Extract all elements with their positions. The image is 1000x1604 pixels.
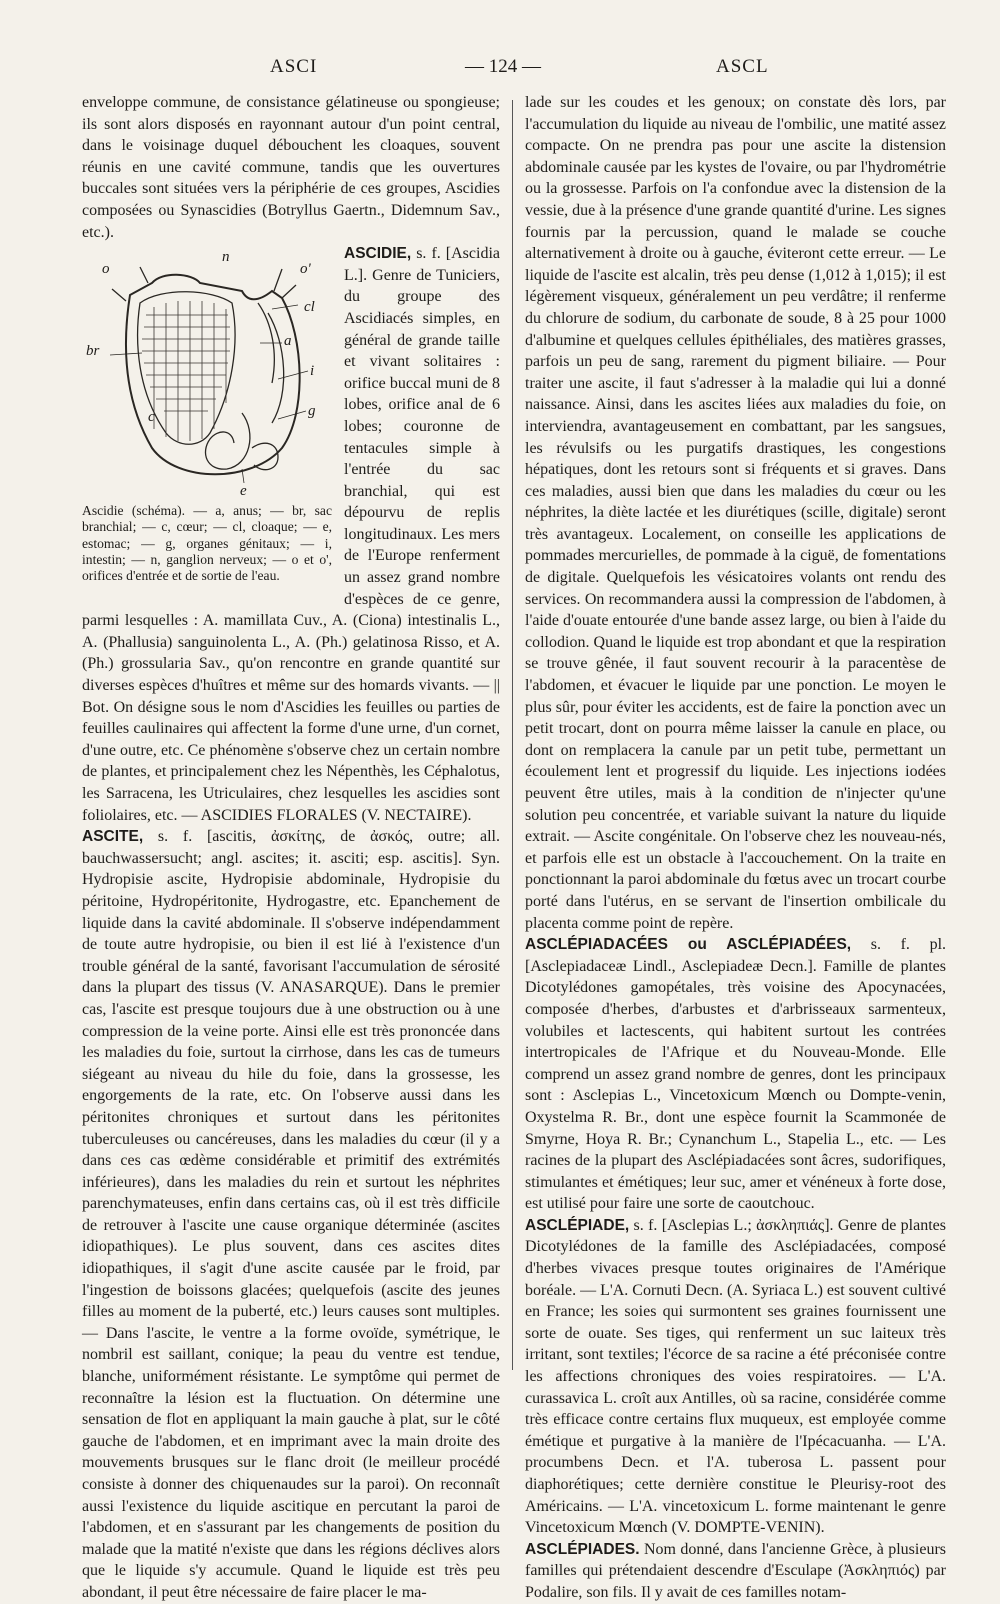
left-column [82,92,500,1604]
definition-asclepiadacees: s. f. pl. [Asclepiadaceæ Lindl., Asclepiadeæ Decn.]. Famille de plantes Dicotylédones gamopétales, très voisine des Apocynacées, composée d'herbes, d'arbustes et d'arbrisseaux sarmenteux, volubiles et lactescents, qui habitent surtout les contrées intertropicales de l'Afrique et du Nouveau-Monde. Elle comprend un assez grand nombre de genres, dont les principaux sont : Asclepias L., Vincetoxicum Mœnch ou Dompte-venin, Oxystelma R. Br., dont une espèce fournit la Scammonée de Smyrne, Hoya R. Br.; Cynanchum L., Stapelia L., etc. — Les racines de la plupart des Asclépiadacées sont âcres, sudorifiques, stimulantes et émétiques; leur suc, amer et vénéneux à forte dose, est utilisé pour faire une sorte de caoutchouc. [525,936,947,1213]
ascidian-schematic-drawing-icon [82,243,338,503]
label-i: i [310,363,315,380]
entry-ascidie [82,243,500,826]
label-a: a [284,333,292,350]
headword-asclepiade: ASCLÉPIADE, [525,1216,630,1234]
entry-asclepiades [525,1539,946,1604]
page-number: — 124 — [465,56,541,77]
right-column [525,92,946,1604]
label-o: o [102,261,110,278]
column-divider [512,100,513,1370]
headword-asclepiadacees: ASCLÉPIADACÉES ou ASCLÉPIADÉES, [525,936,852,954]
label-n: n [222,249,230,266]
label-g: g [308,403,316,420]
definition-asclepiade: s. f. [Asclepias L.; ἀσκληπιάς]. Genre de plantes Dicotylédones de la famille des Asclépiadacées, composé d'herbes vivaces presque toutes originaires de l'Amérique boréale. — L'A. Cornuti Decn. (A. Syriaca L.) est souvent cultivé en France; les soies qui surmontent ses graines fournissent une sorte de ouate. Ses tiges, qui renferment un suc laiteux très irritant, sont textiles; l'écorce de sa racine a été préconisée contre les affections chroniques des voies respiratoires. — L'A. curassavica L. croît aux Antilles, où sa racine, considérée comme très efficace contre certains flux muqueux, est employée comme émétique et purgative à la manière de l'Ipécacuanha. — L'A. procumbens Decn. et l'A. tuberosa L. passent pour diaphorétiques; cette dernière constitue le Pleurisy-root des Américains. — L'A. vincetoxicum L. forme maintenant le genre Vincetoxicum Mœnch (V. DOMPTE-VENIN). [525,1216,946,1537]
ascidian-figure [82,243,338,591]
paragraph-ascite-continued: lade sur les coudes et les genoux; on constate dès lors, par l'accumulation du liquide au niveau de l'ombilic, une matité assez compacte. On ne prendra pas pour une ascite la distension abdominale causée par les kystes de l'ovaire, ou par l'hydrométrie ou la grossesse. Parfois on l'a confondue avec la distension de la vessie, due à la présence d'une grande quantité d'urine. Les signes fournis par la percussion, quand le malade se couche alternativement à droite ou à gauche, éviteront cette erreur. — Le liquide de l'ascite est alcalin, très peu dense (1,012 à 1,015); il est légèrement visqueux, généralement un peu verdâtre; il renferme du chlorure de sodium, du carbonate de soude, 8 à 25 pour 1000 d'albumine et quelques cellules épithéliales, des matières grasses, parfois un peu de sang, rarement du pigment biliaire. — Pour traiter une ascite, il faut s'adresser à la maladie qui lui a donné naissance. Ainsi, dans les ascites liées aux maladies du foie, on interviendra, avantageusement en combattant, par les sangsues, les révulsifs ou les purgatifs drastiques, les congestions hépatiques, dont les retours sont si fréquents et si graves. Dans ces maladies, aussi bien que dans les maladies du cœur ou les néphrites, la diète lactée et les diurétiques (scille, digitale) seront très avantageux. Localement, on conseille les applications de pommades mercurielles, de pommade à la ciguë, de fomentations de digitale. Quelquefois les vésicatoires volants ont rendu des services. On recommandera aussi la compression de l'abdomen, à l'aide d'ouate entourée d'une bande assez large, ou bien à l'aide du collodion. Quand le liquide est trop abondant et que la respiration se trouve gênée, il faut souvent recourir à la paracentèse de l'abdomen, et évacuer le liquide par une ponction. Le moyen le plus sûr, pour éviter les accidents, est de faire la ponction avec un petit trocart, dont on pourra même laisser la canule en place, ou dont on remplacera la canule par un petit tube, permettant un écoulement lent et progressif du liquide. Les injections iodées peuvent être utiles, mais à la condition de n'injecter qu'une solution peu concentrée, et variable suivant la nature du liquide extrait. — Ascite congénitale. On l'observe chez les nouveau-nés, et parfois elle est un obstacle à l'accouchement. On la traite en ponctionnant la paroi abdominale du fœtus avec un trocart courbe porté dans l'utérus, en se servant de l'insertion ombilicale du placenta comme point de repère. [525,94,946,932]
label-br: br [86,343,100,360]
header-right-guideword: ASCL [716,56,769,77]
headword-ascidie: ASCIDIE, [344,245,412,263]
figure-caption: Ascidie (schéma). — a, anus; — br, sac branchial; — c, cœur; — cl, cloaque; — e, estomac; — g, organes génitaux; — i, intestin; — n, ganglion nerveux; — o et o', orifices d'entrée et de sortie de l'eau. [82,503,332,584]
entry-asclepiade [525,1215,946,1539]
entry-ascite [82,826,500,1603]
paragraph-continuation: enveloppe commune, de consistance gélatineuse ou spongieuse; ils sont alors disposés en rayonnant autour d'un point central, dans le voisinage duquel débouchent les cloaques, souvent réunis en une cavité commune, tandis que les ouvertures buccales sont situées vers la périphérie de ces groupes, Ascidies composées ou Synascidies (Botryllus Gaertn., Didemnum Sav., etc.). [82,94,500,241]
definition-ascite: s. f. [ascitis, ἀσκίτης, de ἀσκός, outre; all. bauchwassersucht; angl. ascites; it. asciti; esp. ascitis]. Syn. Hydropisie ascite, Hydropisie abdominale, Hydropisie du péritoine, Hydropéritonite, Hydrogastre, etc. Epanchement de liquide dans la cavité abdominale. Il s'observe indépendamment de toute autre hydropisie, ou bien il est lié à l'existence d'un trouble général de la santé, favorisant l'accumulation de sérosité dans la plupart des tissus (V. ANASARQUE). Dans le premier cas, l'ascite est presque toujours due à une obstruction ou à une compression de la veine porte. Ainsi elle est très prononcée dans les maladies du foie, surtout la cirrhose, dans les cas de tumeurs siégeant au niveau du hile du foie, dans la grossesse, les engorgements de la rate, etc. On l'observe aussi dans les péritonites chroniques et surtout dans les péritonites tuberculeuses ou cancéreuses, dans les maladies du cœur (il y a dans ces cas œdème considérable et primitif des extrémités inférieures), dans les maladies du rein et surtout les néphrites parenchymateuses, enfin dans certains cas, où il est très difficile de retrouver à l'ascite une cause organique déterminée (ascites idiopathiques). Le plus souvent, dans ces ascites dites idiopathiques, il s'agit d'une ascite causée par le froid, par l'ingestion de boissons glacées; quelquefois (ascite des jeunes filles au moment de la puberté, etc.) leurs causes sont multiples. — Dans l'ascite, le ventre a la forme ovoïde, symétrique, le nombril est saillant, conique; la peau du ventre est tendue, blanche, uniformément résistante. Le symptôme qui permet de reconnaître la lésion est la fluctuation. On détermine une sensation de flot en appliquant la main gauche à plat, sur le côté gauche de l'abdomen, et en imprimant avec la main droite des mouvements brusques sur le flanc droit (le meilleur procédé consiste à donner des chiquenaudes sur la paroi). On reconnaît aussi l'existence du liquide ascitique en percutant la paroi de l'abdomen, et en s'assurant par les changements de position du malade que la matité n'existe que dans les régions déclives alors que le liquide s'y accumule. Quand le liquide est très peu abondant, il peut être nécessaire de faire placer le ma- [82,828,500,1601]
headword-asclepiades: ASCLÉPIADES. [525,1540,640,1558]
label-o-prime: o' [300,261,311,278]
headword-ascite: ASCITE, [82,828,144,846]
label-cl: cl [304,299,315,316]
definition-asclepiades: Nom donné, dans l'ancienne Grèce, à plusieurs familles qui prétendaient descendre d'Esculape (Ἀσκληπιός) par Podalire, son fils. Il y avait de ces familles notam- [525,1540,946,1601]
label-c: c [148,409,155,426]
running-header [0,52,1000,86]
label-e: e [240,483,247,500]
header-left-guideword: ASCI [270,56,318,77]
entry-asclepiadacees [525,934,946,1215]
definition-ascidie: s. f. [Ascidia L.]. Genre de Tuniciers, du groupe des Ascidiacés simples, en général de grande taille et vivant solitaires : orifice buccal muni de 8 lobes, orifice anal de 6 lobes; couronne de tentacules simple à l'entrée du sac branchial, qui est dépourvu de replis longitudinaux. Les mers de l'Europe renferment un assez grand nombre d'espèces de ce genre, parmi lesquelles : A. mamillata Cuv., A. (Ciona) intestinalis L., A. (Phallusia) sanguinolenta L., A. (Ph.) gelatinosa Risso, et A. (Ph.) grossularia Sav., qu'on rencontre en grande quantité sur diverses espèces d'huîtres et même sur des homards vivants. — || Bot. On désigne sous le nom d'Ascidies les feuilles ou parties de feuilles caulinaires qui affectent la forme d'une urne, d'un cornet, d'une outre, etc. Ce phénomène s'observe chez un certain nombre de plantes, et principalement chez les Népenthès, les Céphalotus, les Sarracena, les Utriculaires, chez lesquelles les ascidies sont foliolaires, etc. — ASCIDIES FLORALES (V. NECTAIRE). [82,245,500,824]
